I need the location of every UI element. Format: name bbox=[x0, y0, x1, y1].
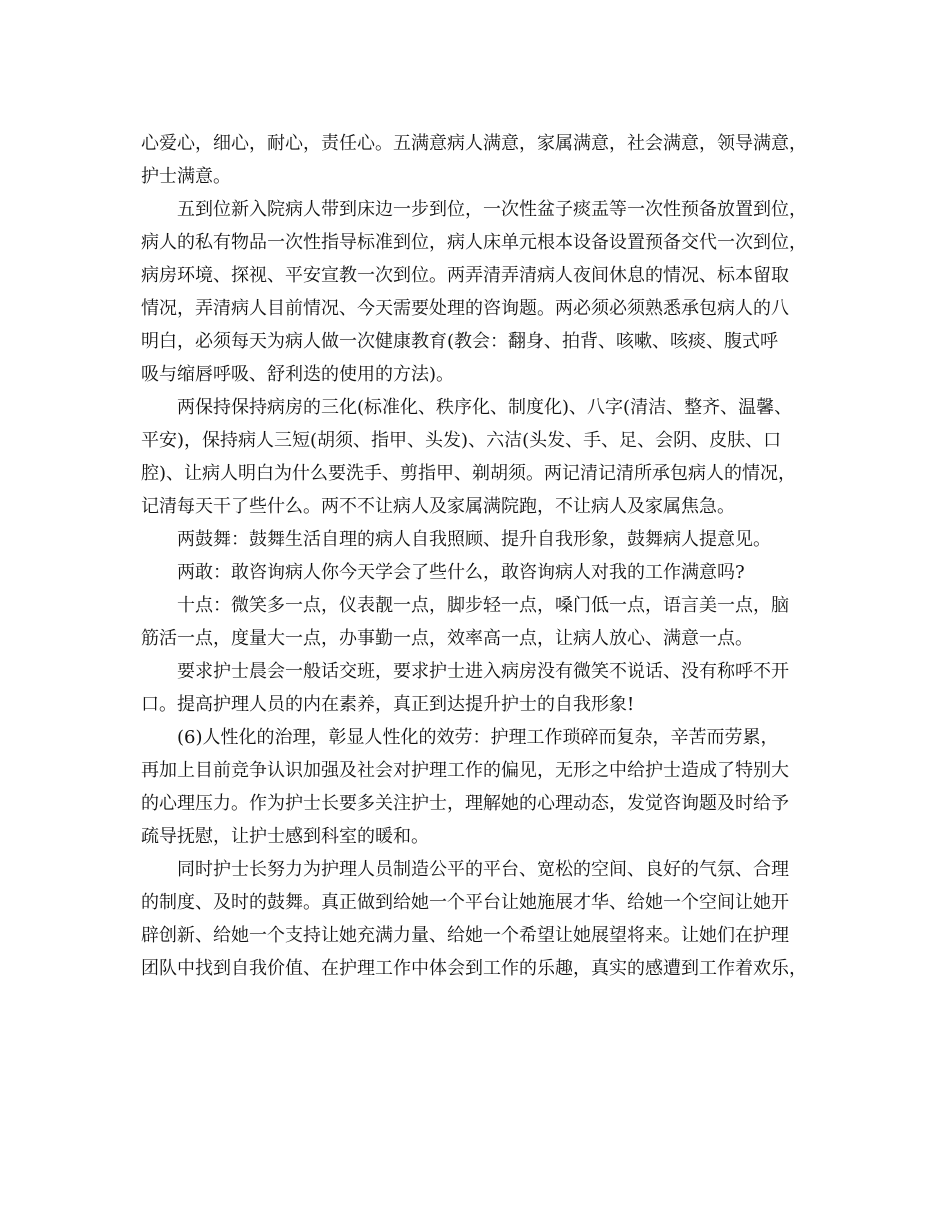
text-line: 病房环境、探视、平安宣教一次到位。两弄清弄清病人夜间休息的情况、标本留取 bbox=[141, 265, 789, 286]
text-line: 同时护士长努力为护理人员制造公平的平台、宽松的空间、良好的气氛、合理 bbox=[177, 859, 789, 880]
text-line: 吸与缩唇呼吸、舒利迭的使用的方法)。 bbox=[141, 364, 455, 385]
text-line: 团队中找到自我价值、在护理工作中体会到工作的乐趣，真实的感遭到工作着欢乐， bbox=[141, 958, 807, 979]
text-line: 明白，必须每天为病人做一次健康教育(教会：翻身、拍背、咳嗽、咳痰、腹式呼 bbox=[141, 331, 779, 352]
text-line: 两保持保持病房的三化(标准化、秩序化、制度化)、八字(清洁、整齐、温馨、 bbox=[177, 397, 793, 418]
text-line: 辟创新、给她一个支持让她充满力量、给她一个希望让她展望将来。让她们在护理 bbox=[141, 925, 789, 946]
text-line: 两鼓舞：鼓舞生活自理的病人自我照顾、提升自我形象，鼓舞病人提意见。 bbox=[177, 529, 771, 550]
text-line: 心爱心，细心，耐心，责任心。五满意病人满意，家属满意，社会满意，领导满意， bbox=[141, 133, 807, 154]
text-line: (6)人性化的治理，彰显人性化的效劳：护理工作琐碎而复杂，辛苦而劳累， bbox=[177, 727, 779, 748]
text-line: 平安)，保持病人三短(胡须、指甲、头发)、六洁(头发、手、足、会阴、皮肤、口 bbox=[141, 430, 782, 451]
text-line: 情况，弄清病人目前情况、今天需要处理的咨询题。两必须必须熟悉承包病人的八 bbox=[141, 298, 789, 319]
text-line: 再加上目前竞争认识加强及社会对护理工作的偏见，无形之中给护士造成了特别大 bbox=[141, 760, 789, 781]
text-line: 腔)、让病人明白为什么要洗手、剪指甲、剃胡须。两记清记清所承包病人的情况， bbox=[141, 463, 797, 484]
text-line: 的制度、及时的鼓舞。真正做到给她一个平台让她施展才华、给她一个空间让她开 bbox=[141, 892, 789, 913]
text-line: 记清每天干了些什么。两不不让病人及家属满院跑，不让病人及家属焦急。 bbox=[141, 496, 735, 517]
text-line: 十点：微笑多一点，仪表靓一点，脚步轻一点，嗓门低一点，语言美一点，脑 bbox=[177, 595, 789, 616]
text-line: 筋活一点，度量大一点，办事勤一点，效率高一点，让病人放心、满意一点。 bbox=[141, 628, 753, 649]
text-line: 两敢：敢咨询病人你今天学会了些什么，敢咨询病人对我的工作满意吗? bbox=[177, 562, 745, 583]
text-line: 的心理压力。作为护士长要多关注护士，理解她的心理动态，发觉咨询题及时给予 bbox=[141, 793, 789, 814]
text-line: 护士满意。 bbox=[141, 166, 231, 187]
text-line: 病人的私有物品一次性指导标准到位，病人床单元根本设备设置预备交代一次到位， bbox=[141, 232, 807, 253]
text-line: 要求护士晨会一般话交班，要求护士进入病房没有微笑不说话、没有称呼不开 bbox=[177, 661, 789, 682]
text-line: 疏导抚慰，让护士感到科室的暖和。 bbox=[141, 826, 429, 847]
document-body bbox=[141, 127, 813, 985]
text-line: 口。提高护理人员的内在素养，真正到达提升护士的自我形象! bbox=[141, 694, 635, 715]
text-line: 五到位新入院病人带到床边一步到位，一次性盆子痰盂等一次性预备放置到位， bbox=[177, 199, 807, 220]
